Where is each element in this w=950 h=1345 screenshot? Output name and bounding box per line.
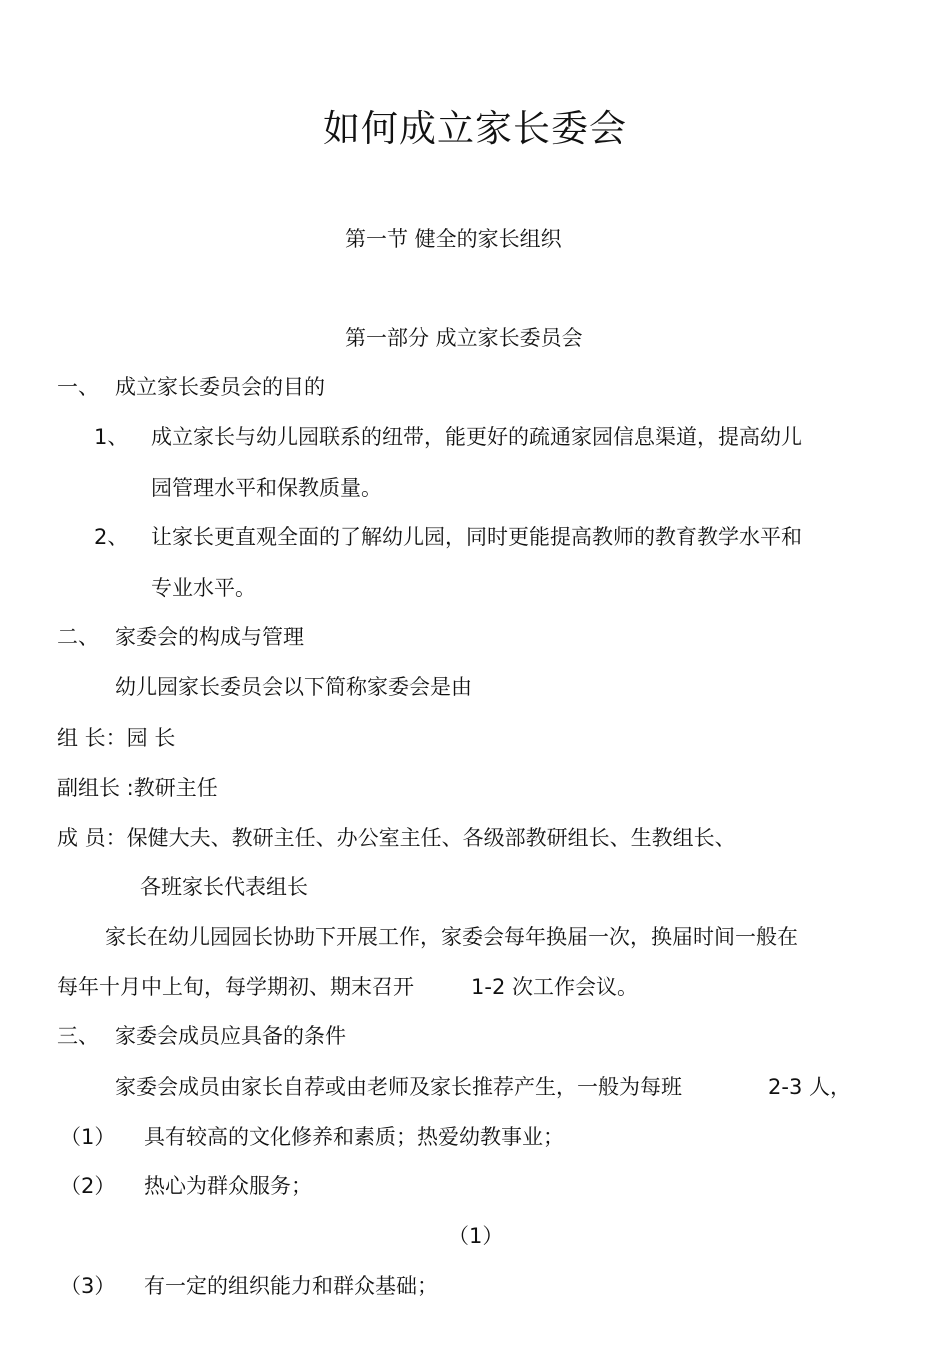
condition-text: 热心为群众服务； (144, 1174, 312, 1198)
heading-1-number: 一、 (57, 375, 99, 399)
document-title: 如何成立家长委会 (323, 107, 627, 150)
committee-intro: 幼儿园家长委员会以下简称家委会是由 (115, 675, 472, 699)
section-heading: 第一节 健全的家长组织 (345, 227, 562, 251)
condition-number: （1） (60, 1125, 116, 1149)
part-heading: 第一部分 成立家长委员会 (345, 326, 583, 350)
list-item-text: 成立家长与幼儿园联系的纽带，能更好的疏通家园信息渠道，提高幼儿 (151, 425, 802, 449)
condition-text: 具有较高的文化修养和素质；热爱幼教事业； (144, 1125, 564, 1149)
committee-leader: 组 长：园 长 (57, 726, 176, 750)
heading-2-text: 家委会的构成与管理 (115, 625, 304, 649)
heading-1-text: 成立家长委员会的目的 (115, 375, 325, 399)
heading-3-number: 三、 (57, 1024, 99, 1048)
conditions-intro: 家委会成员由家长自荐或由老师及家长推荐产生，一般为每班 (115, 1075, 682, 1099)
condition-number: （2） (60, 1174, 116, 1198)
heading-3-text: 家委会成员应具备的条件 (115, 1024, 346, 1048)
paragraph-line-tail: 1-2 次工作会议。 (471, 975, 638, 999)
heading-2-number: 二、 (57, 625, 99, 649)
page-number: （1） (448, 1224, 504, 1248)
list-item-number: 2、 (94, 525, 129, 549)
list-item-number: 1、 (94, 425, 129, 449)
condition-text: 有一定的组织能力和群众基础； (144, 1274, 438, 1298)
condition-number: （3） (60, 1274, 116, 1298)
committee-members-continued: 各班家长代表组长 (140, 875, 308, 899)
paragraph-line: 每年十月中上旬，每学期初、期末召开 (57, 975, 414, 999)
list-item-text: 让家长更直观全面的了解幼儿园，同时更能提高教师的教育教学水平和 (151, 525, 802, 549)
conditions-intro-tail: 2-3 人， (768, 1075, 851, 1099)
list-item-text-continued: 专业水平。 (151, 576, 256, 600)
list-item-text-continued: 园管理水平和保教质量。 (151, 476, 382, 500)
committee-deputy: 副组长 :教研主任 (57, 776, 218, 800)
committee-members: 成 员：保健大夫、教研主任、办公室主任、各级部教研组长、生教组长、 (57, 826, 736, 850)
paragraph-line: 家长在幼儿园园长协助下开展工作，家委会每年换届一次，换届时间一般在 (105, 925, 798, 949)
